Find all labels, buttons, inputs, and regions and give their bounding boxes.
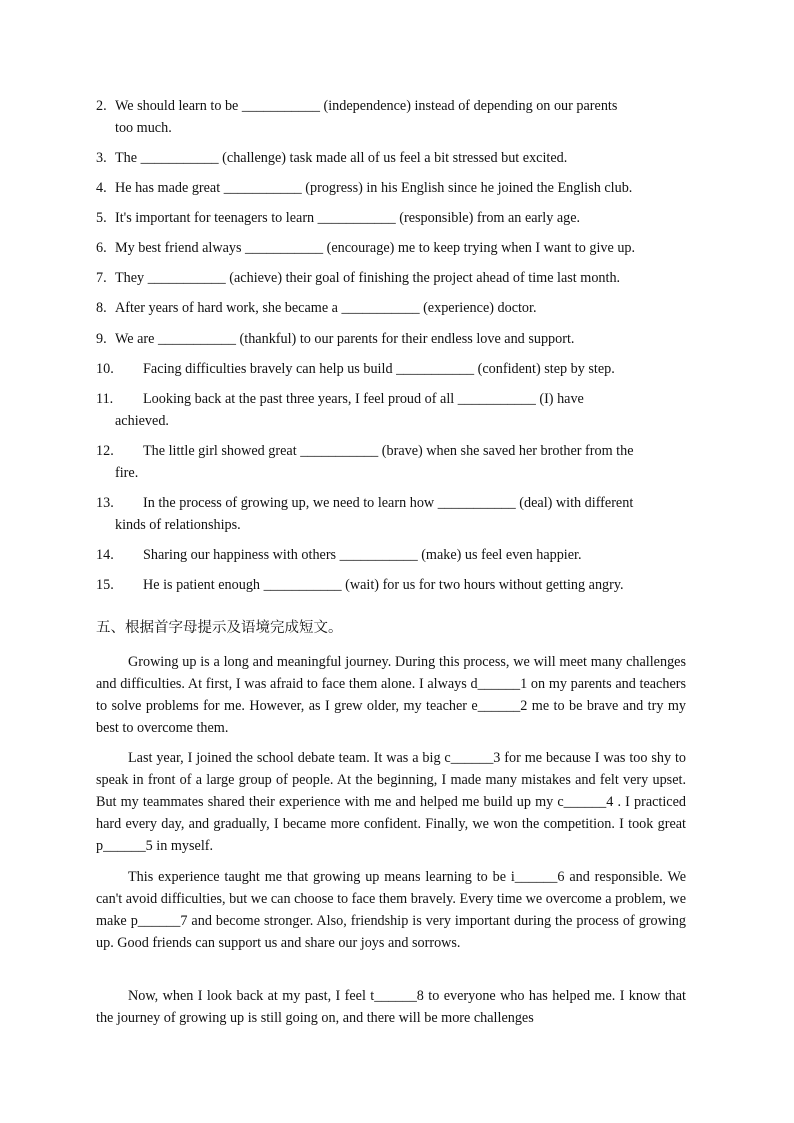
question-text: Sharing our happiness with others ___________ (make) us feel even happier. (143, 547, 582, 563)
question-text: The little girl showed great ___________ (brave) when she saved her brother from the (143, 443, 634, 459)
question-text: It's important for teenagers to learn ___________ (responsible) from an early age. (115, 210, 581, 226)
question-number: 9. (96, 331, 107, 347)
question-item (96, 297, 694, 319)
question-item (96, 440, 694, 484)
question-number: 3. (96, 150, 107, 166)
question-number: 4. (96, 180, 107, 196)
question-item (96, 207, 694, 229)
question-text: The ___________ (challenge) task made all of us feel a bit stressed but excited. (115, 150, 568, 166)
question-number: 14. (96, 547, 114, 563)
question-text: In the process of growing up, we need to learn how ___________ (deal) with different (143, 495, 634, 511)
question-text: Facing difficulties bravely can help us build ___________ (confident) step by step. (143, 361, 615, 377)
question-number: 7. (96, 270, 107, 286)
question-text: We should learn to be ___________ (independence) instead of depending on our parents (115, 98, 618, 114)
question-item (96, 95, 694, 139)
question-item (96, 492, 694, 536)
passage-paragraph: This experience taught me that growing up means learning to be i______6 and responsible. We can't avoid difficulties, but we can choose to face them bravely. Every time we overcome a problem, we make p______7 and become stronger. Also, friendship is very important during the process of growing up. Good friends can support us and share our joys and sorrows. (96, 869, 686, 951)
question-text: After years of hard work, she became a ___________ (experience) doctor. (115, 300, 537, 316)
question-text-continued: achieved. (115, 413, 169, 429)
question-number: 10. (96, 361, 114, 377)
question-number: 8. (96, 300, 107, 316)
question-text: They ___________ (achieve) their goal of finishing the project ahead of time last month. (115, 270, 621, 286)
question-number: 6. (96, 240, 107, 256)
question-text-continued: too much. (115, 120, 172, 136)
question-item (96, 358, 694, 380)
question-item (96, 147, 694, 169)
question-number: 5. (96, 210, 107, 226)
question-item (96, 237, 694, 259)
question-item (96, 328, 694, 350)
passage-paragraph: Now, when I look back at my past, I feel t______8 to everyone who has helped me. I know that the journey of growing up is still going on, and there will be more challenges (96, 988, 686, 1026)
question-number: 2. (96, 98, 107, 114)
question-item (96, 177, 694, 199)
question-number: 11. (96, 391, 114, 407)
section-heading: 五、根据首字母提示及语境完成短文。 (96, 620, 343, 636)
question-item (96, 574, 694, 596)
question-text-continued: fire. (115, 465, 139, 481)
question-text: My best friend always ___________ (encourage) me to keep trying when I want to give up. (115, 240, 636, 256)
question-item (96, 267, 694, 289)
question-text: He is patient enough ___________ (wait) for us for two hours without getting angry. (143, 577, 624, 593)
question-text-continued: kinds of relationships. (115, 517, 241, 533)
question-item (96, 388, 694, 432)
question-number: 12. (96, 443, 114, 459)
question-item (96, 544, 694, 566)
question-number: 15. (96, 577, 114, 593)
question-text: We are ___________ (thankful) to our parents for their endless love and support. (115, 331, 575, 347)
passage-paragraph: Last year, I joined the school debate team. It was a big c______3 for me because I was too shy to speak in front of a large group of people. At the beginning, I made many mistakes and felt very upset. But my teammates shared their experience with me and helped me build up my c______4 . I practiced hard every day, and gradually, I became more confident. Finally, we won the competition. I took great p______5 in myself. (96, 750, 686, 854)
question-text: Looking back at the past three years, I feel proud of all ___________ (I) have (143, 391, 584, 407)
question-number: 13. (96, 495, 114, 511)
question-text: He has made great ___________ (progress) in his English since he joined the English club. (115, 180, 633, 196)
passage-paragraph: Growing up is a long and meaningful journey. During this process, we will meet many challenges and difficulties. At first, I was afraid to face them alone. I always d______1 on my parents and teachers to solve problems for me. However, as I grew older, my teacher e______2 me to be brave and try my best to overcome them. (96, 654, 686, 736)
